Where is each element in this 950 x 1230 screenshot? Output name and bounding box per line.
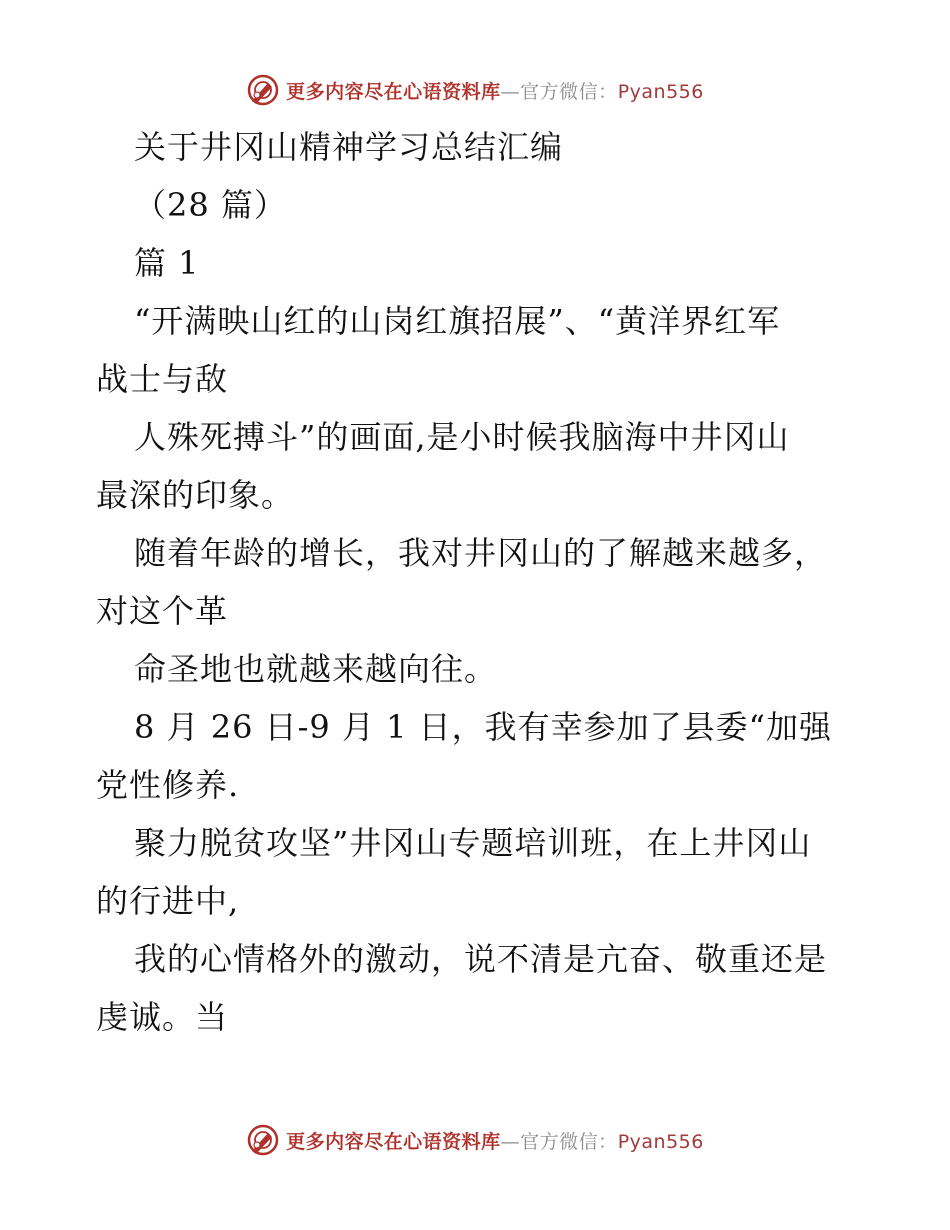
text-line: 最深的印象。 <box>96 476 295 514</box>
header-watermark <box>0 70 950 110</box>
watermark-wechat-label: 官方微信： <box>520 80 618 103</box>
footer-watermark <box>0 1120 950 1160</box>
text-line: 战士与敌 <box>96 360 229 398</box>
text-line: 人殊死搏斗”的画面,是小时候我脑海中井冈山 <box>134 418 790 456</box>
text-line: 关于井冈山精神学习总结汇编 <box>134 128 564 166</box>
watermark-brand: 更多内容尽在心语资料库 <box>286 80 501 103</box>
text-line: 8 月 26 日-9 月 1 日，我有幸参加了县委“加强 <box>134 708 833 746</box>
watermark-brand: 更多内容尽在心语资料库 <box>286 1130 501 1153</box>
watermark-text <box>286 1127 704 1154</box>
watermark-dash: — <box>500 80 521 103</box>
text-line: 的行进中, <box>96 882 240 920</box>
watermark-wechat-id: Pyan556 <box>617 1130 704 1153</box>
watermark-dash: — <box>500 1130 521 1153</box>
text-line: 聚力脱贫攻坚”井冈山专题培训班，在上井冈山 <box>134 824 812 862</box>
watermark-wechat-id: Pyan556 <box>617 80 704 103</box>
text-line: 命圣地也就越来越向往。 <box>134 650 498 688</box>
watermark-text <box>286 77 704 104</box>
text-line: 虔诚。当 <box>96 998 229 1036</box>
text-line: 对这个革 <box>96 592 229 630</box>
text-line: 篇 1 <box>134 244 200 282</box>
pen-logo-icon <box>246 1123 280 1157</box>
text-line: 随着年龄的增长，我对井冈山的了解越来越多， <box>134 534 828 572</box>
pen-logo-icon <box>246 73 280 107</box>
watermark-wechat-label: 官方微信： <box>520 1130 618 1153</box>
text-line: 我的心情格外的激动，说不清是亢奋、敬重还是 <box>134 940 828 978</box>
text-line: “开满映山红的山岗红旗招展”、“黄洋界红军 <box>134 302 781 340</box>
text-line: 党性修养. <box>96 766 240 804</box>
text-line: （28 篇） <box>134 186 287 224</box>
document-body <box>96 118 856 1046</box>
